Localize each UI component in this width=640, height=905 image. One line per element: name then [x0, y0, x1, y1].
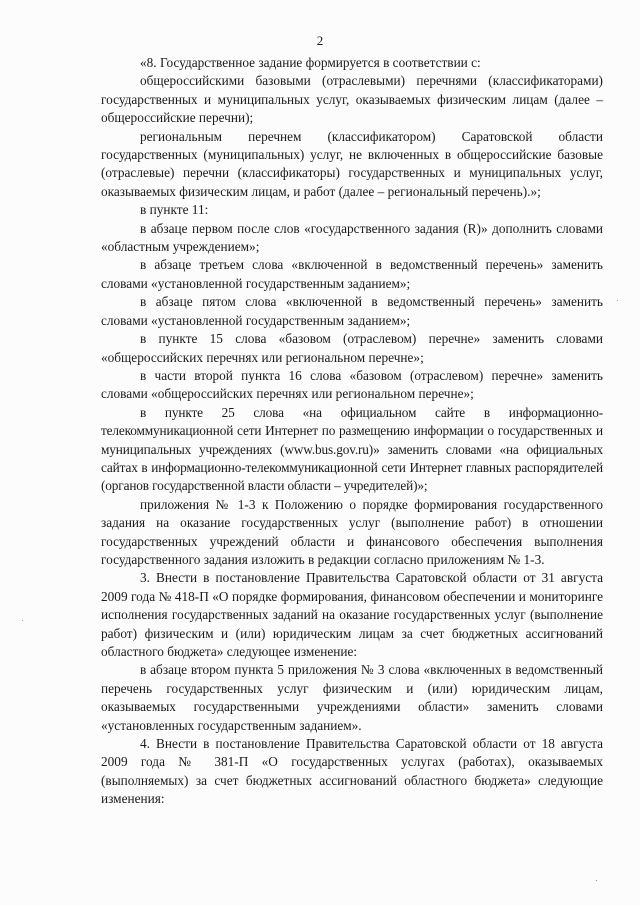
- paragraph: региональным перечнем (классификатором) Саратовской области государственных (муниципальных) услуг, не включенных в общероссийские базовые (отраслевые) перечни (классификаторы) государственных и муниципальных услуг, оказываемых физическим лицам, и работ (далее – региональный перечень).»;: [101, 128, 603, 199]
- paragraph: в части второй пункта 16 слова «базовом (отраслевом) перечне» заменить словами «общероссийских перечнях или региональном перечне»;: [101, 367, 603, 402]
- paragraph: в абзаце третьем слова «включенной в ведомственный перечень» заменить словами «установленной государственным заданием»;: [101, 257, 603, 291]
- scan-speck: [22, 620, 23, 621]
- scan-speck: [617, 300, 618, 301]
- paragraph: в пункте 25 слова «на официальном сайте в информационно-телекоммуникационной сети Интернет по размещению информации о государственных и муниципальных учреждениях (www.bus.gov.ru)» заменить словами «на официальных сайтах в информационно-телекоммуникационной сети Интернет главных распорядителей (органов государственной власти области – учредителей)»;: [101, 404, 603, 494]
- paragraph: «8. Государственное задание формируется в соответствии с:: [140, 55, 481, 70]
- page-number: 2: [316, 33, 324, 48]
- paragraph: в пункте 15 слова «базовом (отраслевом) перечне» заменить словами «общероссийских перечнях или региональном перечне»;: [101, 331, 603, 365]
- paragraph: 3. Внести в постановление Правительства Саратовской области от 31 августа 2009 года № 418-П «О порядке формирования, финансовом обеспечении и мониторинге исполнения государственных заданий на оказание государственных услуг (выполнение работ) физическим и (или) юридическим лицам за счет бюджетных ассигнований областного бюджета» следующее изменение:: [101, 570, 603, 659]
- paragraph: приложения № 1-3 к Положению о порядке формирования государственного задания на оказание государственных услуг (выполнение работ) в отношении государственных учреждений области и финансового обеспечения выполнения государственного задания изложить в редакции согласно приложениям № 1-3.: [101, 496, 603, 567]
- paragraph: 4. Внести в постановление Правительства Саратовской области от 18 августа 2009 года № 381-П «О государственных услугах (работах), оказываемых (выполняемых) за счет бюджетных ассигнований областного бюджета» следующие изменения:: [101, 736, 603, 807]
- scan-speck: [596, 880, 597, 881]
- document-body: [101, 54, 603, 809]
- paragraph: в пункте 11:: [140, 202, 209, 218]
- paragraph: в абзаце втором пункта 5 приложения № 3 слова «включенных в ведомственный перечень государственных услуг физическим и (или) юридическим лицам, оказываемых государственными учреждениями области» заменить словами «установленных государственным заданием».: [101, 662, 603, 733]
- paragraph: общероссийскими базовыми (отраслевыми) перечнями (классификаторами) государственных и муниципальных услуг, оказываемых физическим лицам (далее – общероссийские перечни);: [101, 73, 603, 126]
- paragraph: в абзаце пятом слова «включенной в ведомственный перечень» заменить словами «установленной государственным заданием»;: [101, 294, 603, 328]
- paragraph: в абзаце первом после слов «государственного задания (R)» дополнить словами «областным учреждением»;: [101, 220, 603, 255]
